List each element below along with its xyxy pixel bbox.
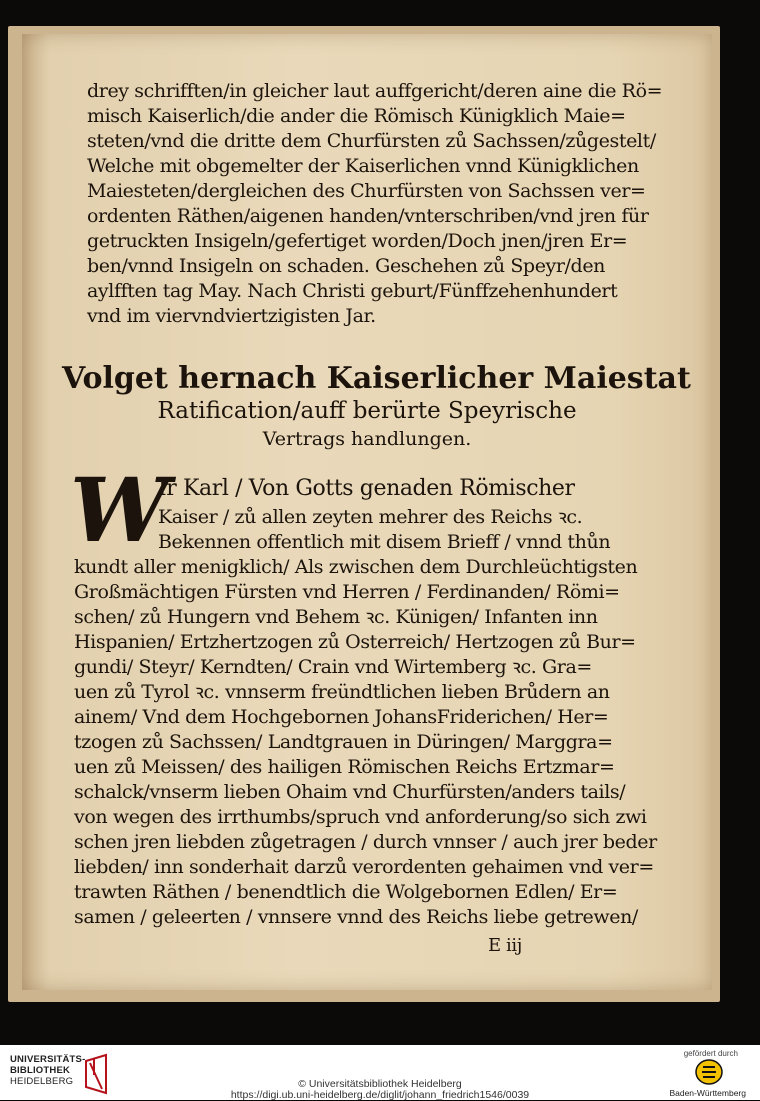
text-line: gundi/ Steyr/ Kerndten/ Crain vnd Wirtemberg ꝛc. Gra= <box>74 656 592 678</box>
signature-mark: E iij <box>488 935 522 956</box>
text-line: drey schrifften/in gleicher laut auffgericht/deren aine die Rö= <box>87 80 663 102</box>
text-line: uen zů Tyrol ꝛc. vnnserm freündtlichen lieben Brůdern an <box>74 681 610 703</box>
text-line: Ir Karl / Von Gotts genaden Römischer <box>158 476 575 501</box>
text-line: von wegen des irrthumbs/spruch vnd anforderung/so sich zwi <box>74 806 647 828</box>
text-line: samen / geleerten / vnnsere vnnd des Reichs liebe getrewen/ <box>74 906 638 928</box>
text-line: aylfften tag May. Nach Christi geburt/Fünffzehenhundert <box>87 280 618 302</box>
text-line: ainem/ Vnd dem Hochgebornen JohansFriderichen/ Her= <box>74 706 609 728</box>
text-line: trawten Räthen / benendtlich die Wolgebornen Edlen/ Er= <box>74 881 618 903</box>
permalink-url[interactable]: https://digi.ub.uni-heidelberg.de/diglit/johann_friedrich1546/0039 <box>230 1089 530 1101</box>
heading-line: Vertrags handlungen. <box>262 428 472 450</box>
heading-line: Volget hernach Kaiserlicher Maiestat <box>62 361 691 396</box>
text-line: kundt aller menigklich/ Als zwischen dem Durchleüchtigsten <box>74 556 638 578</box>
drop-cap: W <box>70 458 169 562</box>
text-line: Großmächtigen Fürsten vnd Herren / Ferdinanden/ Römi= <box>74 581 620 603</box>
sponsor-name: Baden-Württemberg <box>669 1088 746 1098</box>
text-line: schen jren liebden zůgetragen / durch vnnser / auch jrer beder <box>74 831 657 853</box>
text-line: getruckten Insigeln/gefertiget worden/Doch jnen/jren Er= <box>87 230 628 252</box>
library-name-line: UNIVERSITÄTS- <box>10 1054 86 1065</box>
sponsor-label: gefördert durch <box>683 1049 738 1058</box>
text-line: Kaiser / zů allen zeyten mehrer des Reichs ꝛc. <box>158 506 583 528</box>
library-name-line: BIBLIOTHEK <box>10 1065 71 1076</box>
text-line: schalck/vnserm lieben Ohaim vnd Churfürsten/anders tails/ <box>74 781 626 803</box>
baden-wuerttemberg-logo <box>694 1058 724 1086</box>
text-line: Maiesteten/dergleichen des Churfürsten von Sachssen ver= <box>87 180 646 202</box>
copyright-text: © Universitätsbibliothek Heidelberg <box>298 1078 462 1090</box>
text-line: misch Kaiserlich/die ander die Römisch Künigklich Maie= <box>87 105 626 127</box>
text-line: ordenten Räthen/aigenen handen/vnterschriben/vnd jren für <box>87 205 649 227</box>
library-name-line: HEIDELBERG <box>10 1076 74 1087</box>
heading-line: Ratification/auff berürte Speyrische <box>157 398 577 424</box>
text-line: schen/ zů Hungern vnd Behem ꝛc. Künigen/ Infanten inn <box>74 606 598 628</box>
text-line: Welche mit obgemelter der Kaiserlichen vnnd Künigklichen <box>87 155 639 177</box>
text-line: ben/vnnd Insigeln on schaden. Geschehen zů Speyr/den <box>87 255 606 277</box>
book-page <box>22 34 712 990</box>
text-line: uen zů Meissen/ des hailigen Römischen Reichs Ertzmar= <box>74 756 615 778</box>
text-line: Hispanien/ Ertzhertzogen zů Osterreich/ Hertzogen zů Bur= <box>74 631 636 653</box>
text-line: vnd im viervndviertzigisten Jar. <box>87 305 376 327</box>
text-line: steten/vnd die dritte dem Churfürsten zů Sachssen/zůgestelt/ <box>87 130 656 152</box>
text-line: liebden/ inn sonderhait darzů verordenten gehaimen vnd ver= <box>74 856 654 878</box>
text-line: tzogen zů Sachssen/ Landtgrauen in Düringen/ Marggra= <box>74 731 613 753</box>
text-line: Bekennen offentlich mit disem Brieff / vnnd thůn <box>158 531 611 553</box>
